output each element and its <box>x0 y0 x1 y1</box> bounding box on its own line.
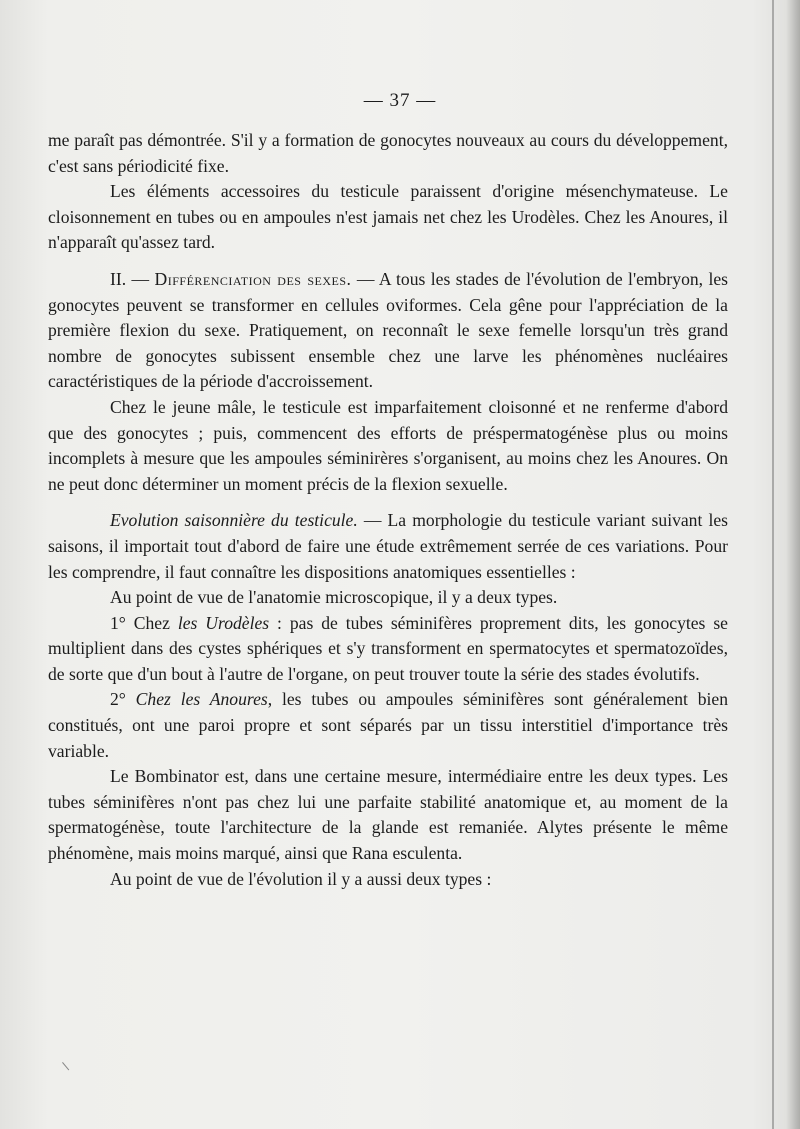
list-item: 2° Chez les Anoures, les tubes ou ampoules séminifères sont généralement bien constitués, ont une paroi propre et sont séparés par un tissu interstitiel d'importance très variable. <box>48 689 728 761</box>
paragraph: Le Bombinator est, dans une certaine mesure, intermédiaire entre les deux types. Les tubes séminifères n'ont pas chez lui une parfaite stabilité anatomique et, au moment de la spermatogénèse, toute l'architecture de la glande est remaniée. Alytes présente le même phénomène, mais moins marqué, ainsi que Rana esculenta. <box>48 766 728 864</box>
page-number: — 37 — <box>363 90 437 111</box>
taxon-label: les Urodèles <box>177 612 270 633</box>
body-text <box>48 128 728 892</box>
binding-line <box>772 0 774 1129</box>
paragraph: Au point de vue de l'évolution il y a aussi deux types : <box>110 868 492 889</box>
list-item: 1° Chez les Urodèles : pas de tubes séminifères proprement dits, les gonocytes se multiplient dans des cystes sphériques et s'y transforment en spermatocytes et spermatozoïdes, de sorte que d'un bout à l'autre de l'organe, on peut trouver toute la série des stades évolutifs. <box>48 612 728 684</box>
margin-mark <box>62 1056 77 1071</box>
paragraph: Au point de vue de l'anatomie microscopique, il y a deux types. <box>110 587 558 608</box>
binding-shadow <box>786 0 800 1129</box>
section-paragraph: Evolution saisonnière du testicule. — La morphologie du testicule variant suivant les saisons, il importait tout d'abord de faire une étude extrêmement serrée de ces variations. Pour les comprendre, il faut connaître les dispositions anatomiques essentielles : <box>48 510 729 582</box>
paragraph: Chez le jeune mâle, le testicule est imparfaitement cloisonné et ne renferme d'abord que des gonocytes ; puis, commencent des efforts de préspermatogénèse plus ou moins incomplets à mesure que les ampoules séminirères s'organisent, au moins chez les Anoures. On ne peut donc déterminer un moment précis de la flexion sexuelle. <box>48 396 728 494</box>
section-heading: Différenciation des sexes. <box>154 268 352 289</box>
paragraph: me paraît pas démontrée. S'il y a formation de gonocytes nouveaux au cours du développement, c'est sans périodicité fixe. <box>48 130 728 176</box>
subsection-heading: Evolution saisonnière du testicule. <box>110 510 358 531</box>
section-paragraph: II. — Différenciation des sexes. — A tous les stades de l'évolution de l'embryon, les gonocytes peuvent se transformer en cellules oviformes. Cela gêne pour l'appréciation de la première flexion du sexe. Pratiquement, on reconnaît le sexe femelle lorsqu'un très grand nombre de gonocytes subissent ensemble chez une larve les phénomènes nucléaires caractéristiques de la période d'accroissement. <box>48 268 729 392</box>
taxon-label: Chez les Anoures <box>135 689 268 710</box>
paragraph: Les éléments accessoires du testicule paraissent d'origine mésenchymateuse. Le cloisonnement en tubes ou en ampoules n'est jamais net chez les Urodèles. Chez les Anoures, il n'apparaît qu'assez tard. <box>48 181 728 253</box>
